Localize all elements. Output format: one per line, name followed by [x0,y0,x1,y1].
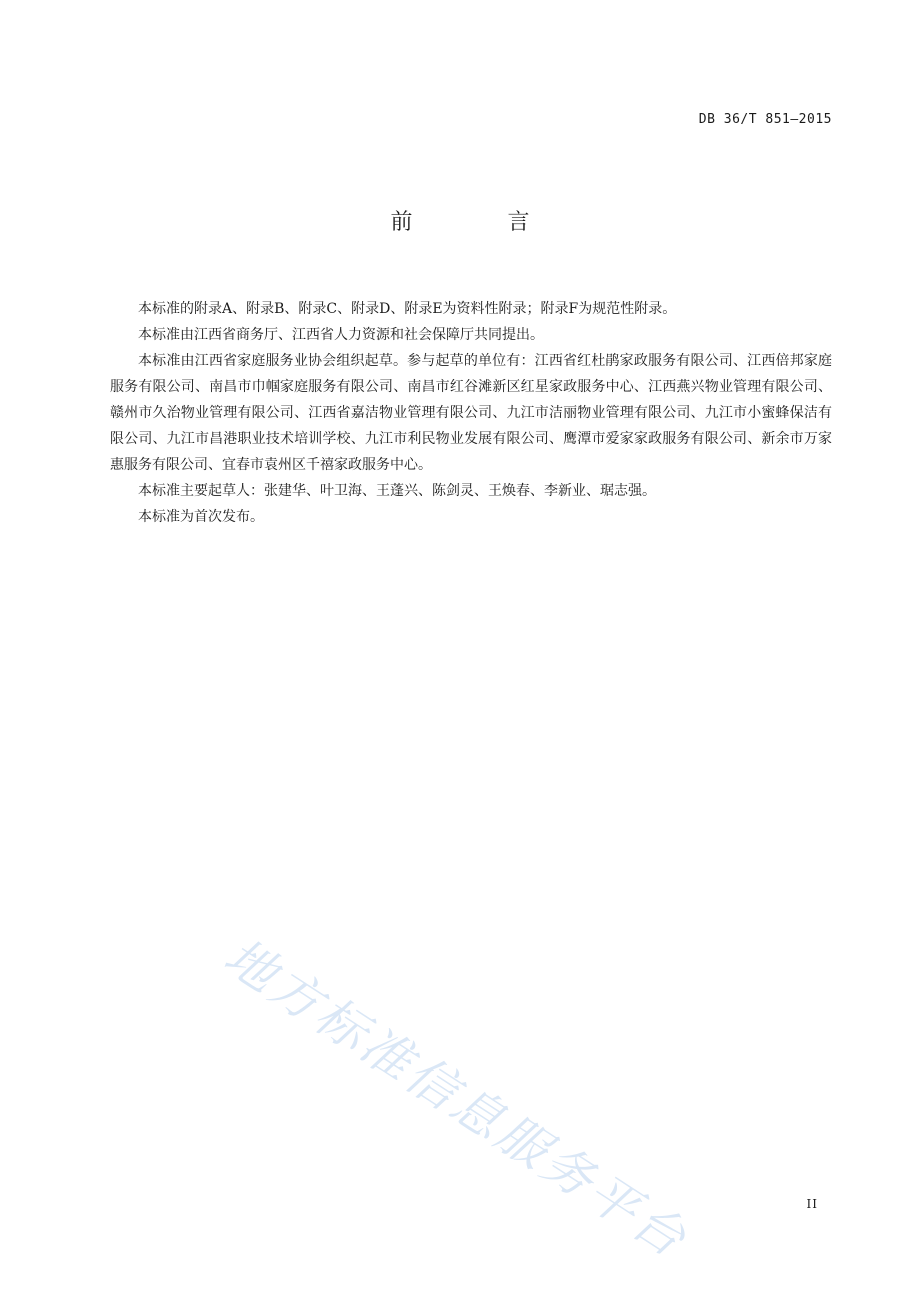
paragraph-appendix-note: 本标准的附录A、附录B、附录C、附录D、附录E为资料性附录；附录F为规范性附录。 [138,301,677,317]
page-title: 前 言 [390,210,574,235]
page-number: II [806,1197,818,1211]
watermark: 地方标准信息服务平台 [214,927,699,1270]
paragraph-main-drafters: 本标准主要起草人：张建华、叶卫海、王蓬兴、陈剑灵、王焕春、李新业、琚志强。 [138,483,656,499]
paragraph-proposer: 本标准由江西省商务厅、江西省人力资源和社会保障厅共同提出。 [138,327,544,343]
foreword-body [110,296,832,530]
paragraph-first-release: 本标准为首次发布。 [138,509,264,525]
paragraph-drafting-units: 本标准由江西省家庭服务业协会组织起草。参与起草的单位有：江西省红杜鹃家政服务有限公司、江西倍邦家庭服务有限公司、南昌市巾帼家庭服务有限公司、南昌市红谷滩新区红星家政服务中心、江西燕兴物业管理有限公司、赣州市久治物业管理有限公司、江西省嘉洁物业管理有限公司、九江市洁丽物业管理有限公司、九江市小蜜蜂保洁有限公司、九江市昌港职业技术培训学校、九江市利民物业发展有限公司、鹰潭市爱家家政服务有限公司、新余市万家惠服务有限公司、宜春市袁州区千禧家政服务中心。 [110,353,832,473]
document-code: DB 36/T 851—2015 [698,112,832,127]
